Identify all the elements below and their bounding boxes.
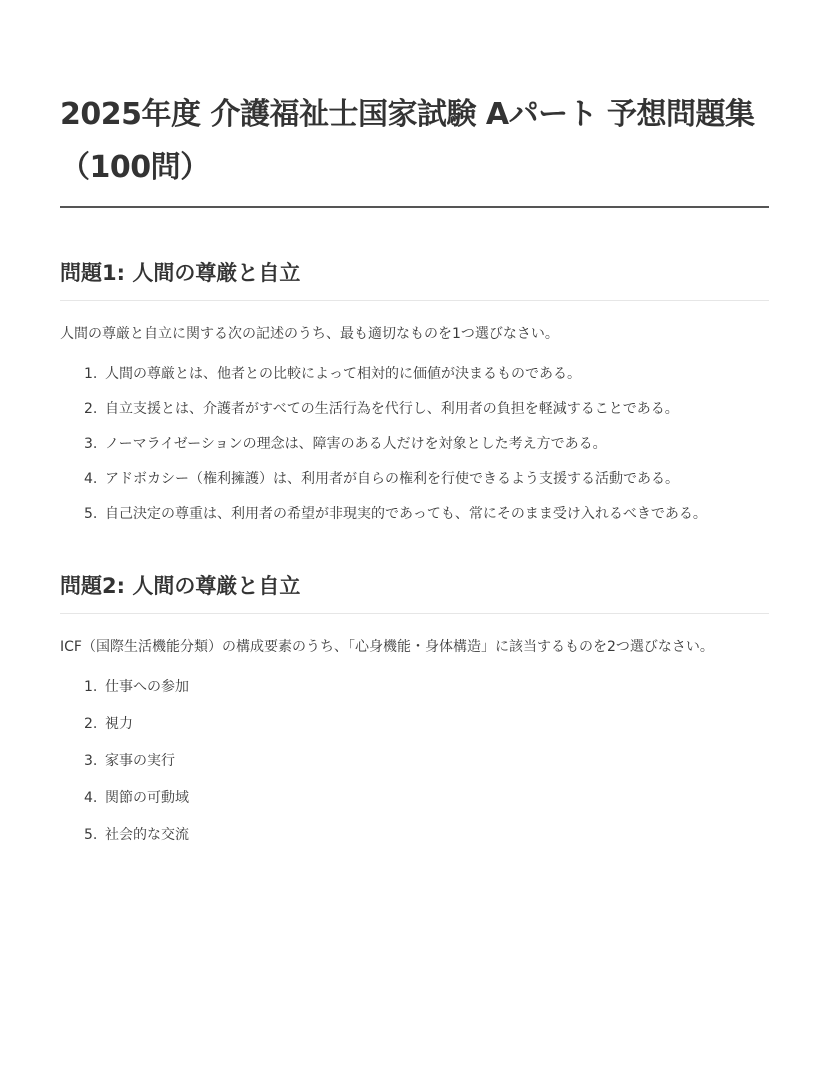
option-text: 仕事への参加: [105, 679, 189, 695]
option-number: 5.: [84, 827, 98, 843]
option-text: 自立支援とは、介護者がすべての生活行為を代行し、利用者の負担を軽減することである。: [105, 401, 679, 417]
option-number: 3.: [84, 436, 98, 452]
question-heading: 問題1: 人間の尊厳と自立: [60, 261, 301, 285]
answer-option: [60, 674, 769, 700]
answer-option: [60, 711, 769, 737]
option-number: 2.: [84, 401, 98, 417]
question-2: [60, 571, 769, 848]
answer-options: [60, 674, 769, 848]
question-stem: ICF（国際生活機能分類）の構成要素のうち、「心身機能・身体構造」に該当するものを2つ選びなさい。: [60, 639, 714, 655]
option-number: 1.: [84, 366, 98, 382]
answer-option: [60, 748, 769, 774]
option-text: 社会的な交流: [105, 827, 189, 843]
answer-option: [60, 396, 769, 422]
option-number: 4.: [84, 790, 98, 806]
answer-options: [60, 361, 769, 527]
answer-option: [60, 501, 769, 527]
option-number: 4.: [84, 471, 98, 487]
answer-option: [60, 822, 769, 848]
document-title: 2025年度 介護福祉士国家試験 Aパート 予想問題集（100問）: [60, 97, 755, 185]
option-number: 5.: [84, 506, 98, 522]
question-stem: 人間の尊厳と自立に関する次の記述のうち、最も適切なものを1つ選びなさい。: [60, 326, 559, 342]
title-divider: [60, 206, 769, 208]
heading-divider: [60, 613, 769, 614]
option-number: 1.: [84, 679, 98, 695]
question-1: [60, 258, 769, 527]
option-number: 3.: [84, 753, 98, 769]
answer-option: [60, 431, 769, 457]
answer-option: [60, 466, 769, 492]
option-text: 人間の尊厳とは、他者との比較によって相対的に価値が決まるものである。: [105, 366, 581, 382]
answer-option: [60, 785, 769, 811]
heading-divider: [60, 300, 769, 301]
option-text: 自己決定の尊重は、利用者の希望が非現実的であっても、常にそのまま受け入れるべきである。: [105, 506, 707, 522]
question-heading: 問題2: 人間の尊厳と自立: [60, 574, 301, 598]
option-text: ノーマライゼーションの理念は、障害のある人だけを対象とした考え方である。: [105, 436, 607, 452]
option-text: アドボカシー（権利擁護）は、利用者が自らの権利を行使できるよう支援する活動である。: [105, 471, 679, 487]
option-text: 視力: [105, 716, 133, 732]
option-text: 家事の実行: [105, 753, 175, 769]
option-text: 関節の可動域: [105, 790, 189, 806]
option-number: 2.: [84, 716, 98, 732]
answer-option: [60, 361, 769, 387]
